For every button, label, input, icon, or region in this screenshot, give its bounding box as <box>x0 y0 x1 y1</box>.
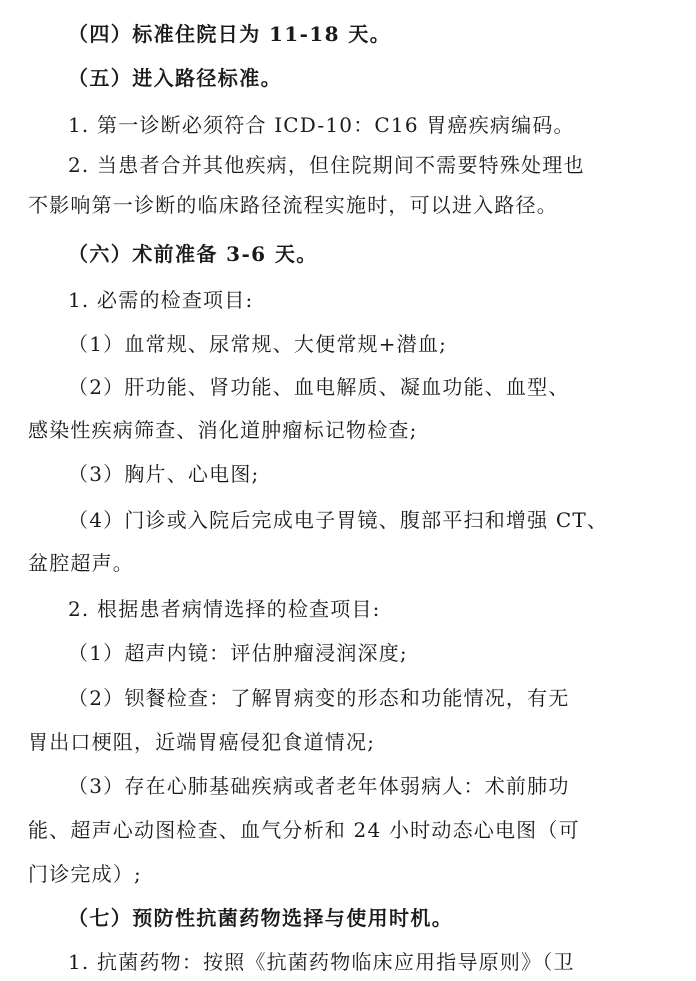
paragraph-line: 2. 根据患者病情选择的检查项目: <box>68 597 381 621</box>
paragraph-line: （2）肝功能、肾功能、血电解质、凝血功能、血型、 <box>68 375 570 399</box>
paragraph-line: 门诊完成）; <box>28 862 142 886</box>
paragraph-line: （3）胸片、心电图; <box>68 462 260 486</box>
heading-antibiotic-selection: （七）预防性抗菌药物选择与使用时机。 <box>68 906 454 930</box>
paragraph-line: （3）存在心肺基础疾病或者老年体弱病人：术前肺功 <box>68 774 570 798</box>
paragraph-line: 不影响第一诊断的临床路径流程实施时，可以进入路径。 <box>28 193 558 217</box>
paragraph-line: （1）血常规、尿常规、大便常规+潜血; <box>68 332 448 356</box>
heading-enter-pathway: （五）进入路径标准。 <box>68 66 282 90</box>
paragraph-line: 盆腔超声。 <box>28 551 134 575</box>
paragraph-line: 胃出口梗阻，近端胃癌侵犯食道情况; <box>28 730 376 754</box>
paragraph-line: 感染性疾病筛查、消化道肿瘤标记物检查; <box>28 418 418 442</box>
heading-preop-preparation: （六）术前准备 3-6 天。 <box>68 242 318 266</box>
heading-standard-stay: （四）标准住院日为 11-18 天。 <box>68 22 392 46</box>
paragraph-line: （2）钡餐检查：了解胃病变的形态和功能情况，有无 <box>68 686 570 710</box>
paragraph-line: 1. 抗菌药物：按照《抗菌药物临床应用指导原则》（卫 <box>68 950 575 974</box>
paragraph-line: （4）门诊或入院后完成电子胃镜、腹部平扫和增强 CT、 <box>68 508 609 532</box>
paragraph-line: 能、超声心动图检查、血气分析和 24 小时动态心电图（可 <box>28 818 580 842</box>
paragraph-line: （1）超声内镜：评估肿瘤浸润深度; <box>68 641 408 665</box>
paragraph-line: 1. 必需的检查项目: <box>68 288 254 312</box>
paragraph-line: 1. 第一诊断必须符合 ICD-10：C16 胃癌疾病编码。 <box>68 113 575 137</box>
paragraph-line: 2. 当患者合并其他疾病，但住院期间不需要特殊处理也 <box>68 153 585 177</box>
